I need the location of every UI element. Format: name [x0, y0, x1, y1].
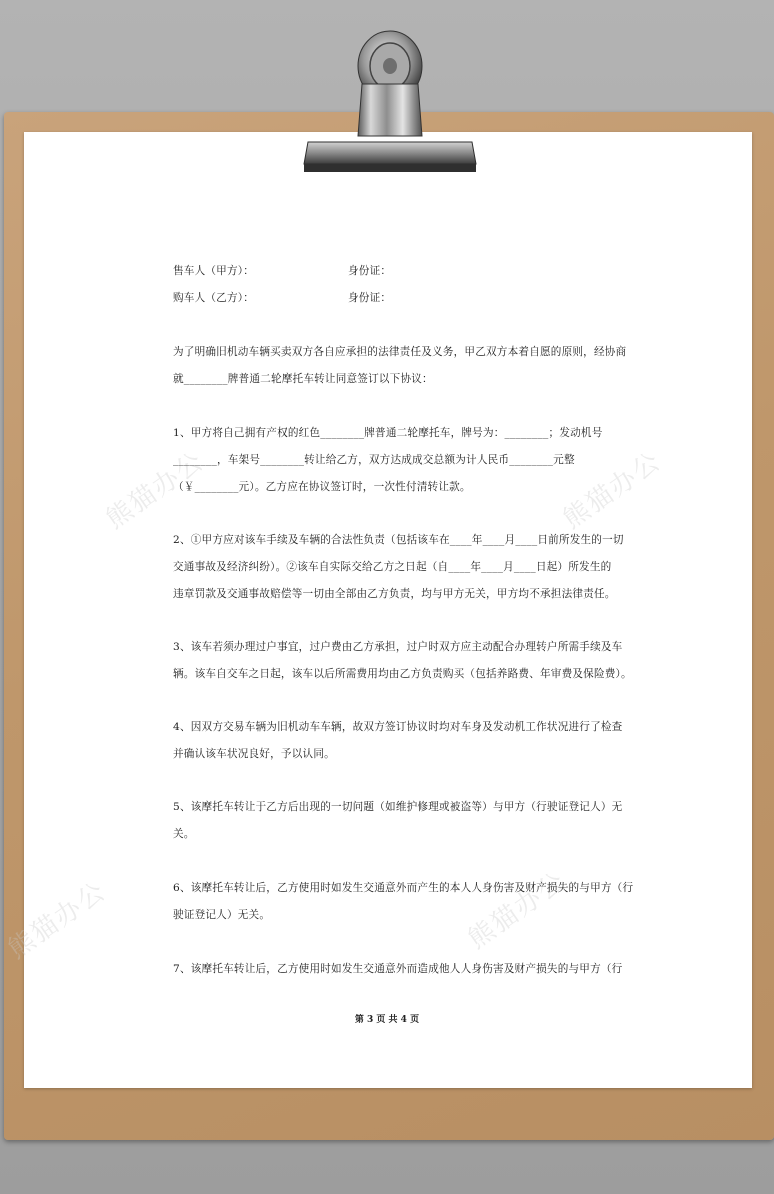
clause-2-line-2: 交通事故及经济纠纷）。②该车自实际交给乙方之日起（自____年____月____日起）所发生的	[173, 561, 612, 573]
clause-1-line-1: 1、甲方将自己拥有产权的红色________牌普通二轮摩托车，牌号为：________；发动机号	[173, 427, 603, 439]
clause-3-line-2: 辆。该车自交车之日起，该车以后所需费用均由乙方负责购买（包括养路费、年审费及保险费）。	[173, 668, 632, 680]
clause-2-line-1: 2、①甲方应对该车手续及车辆的合法性负责（包括该车在____年____月____日前所发生的一切	[173, 534, 624, 546]
watermark: 熊猫办公	[462, 866, 572, 955]
clause-4-line-1: 4、因双方交易车辆为旧机动车车辆，故双方签订协议时均对车身及发动机工作状况进行了检查	[173, 721, 623, 733]
seller-label: 售车人（甲方）：	[173, 265, 255, 277]
buyer-id-label: 身份证：	[348, 292, 392, 304]
intro-line-1: 为了明确旧机动车辆买卖双方各自应承担的法律责任及义务，甲乙双方本着自愿的原则，经协商	[173, 346, 627, 358]
clause-5-line-2: 关。	[173, 828, 195, 840]
clause-1-line-2: ________，车架号________转让给乙方，双方达成成交总额为计人民币________元整	[173, 454, 575, 466]
clause-5-line-1: 5、该摩托车转让于乙方后出现的一切问题（如维护修理或被盗等）与甲方（行驶证登记人）无	[173, 801, 623, 813]
binder-clip	[300, 24, 480, 179]
buyer-label: 购车人（乙方）：	[173, 292, 255, 304]
clause-2-line-3: 违章罚款及交通事故赔偿等一切由全部由乙方负责，均与甲方无关，甲方均不承担法律责任。	[173, 588, 616, 600]
clause-1-line-3: （￥________元）。乙方应在协议签订时，一次性付清转让款。	[173, 481, 471, 493]
watermark: 熊猫办公	[557, 446, 667, 535]
clause-6-line-2: 驶证登记人）无关。	[173, 909, 271, 921]
clause-4-line-2: 并确认该车状况良好，予以认同。	[173, 748, 335, 760]
clause-7-line-1: 7、该摩托车转让后，乙方使用时如发生交通意外而造成他人人身伤害及财产损失的与甲方（行	[173, 963, 623, 975]
page-number: 第 3 页 共 4 页	[354, 1015, 420, 1025]
watermark: 熊猫办公	[2, 876, 112, 965]
intro-line-2: 就________牌普通二轮摩托车转让同意签订以下协议：	[173, 373, 433, 385]
watermark: 熊猫办公	[100, 446, 210, 535]
clause-3-line-1: 3、该车若须办理过户事宜，过户费由乙方承担，过户时双方应主动配合办理转户所需手续及车	[173, 641, 623, 653]
seller-id-label: 身份证：	[348, 265, 392, 277]
clause-6-line-1: 6、该摩托车转让后，乙方使用时如发生交通意外而产生的本人人身伤害及财产损失的与甲方（行	[173, 882, 634, 894]
